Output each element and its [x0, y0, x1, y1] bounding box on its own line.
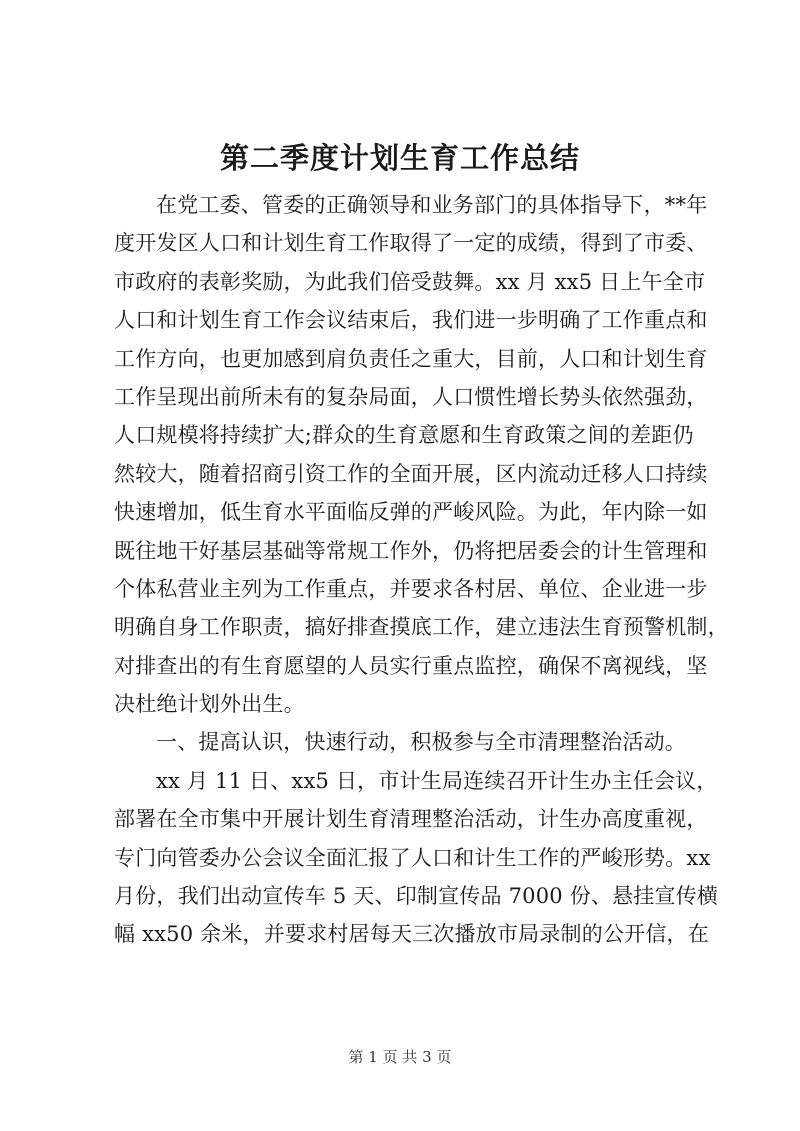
text-line: 然较大，随着招商引资工作的全面开展，区内流动迁移人口持续	[114, 461, 708, 486]
text-line: 明确自身工作职责，搞好排查摸底工作，建立违法生育预警机制，	[114, 615, 729, 640]
document-title: 第二季度计划生育工作总结	[219, 141, 580, 175]
text-line: 工作方向，也更加感到肩负责任之重大，目前，人口和计划生育	[114, 346, 708, 371]
text-line: 人口规模将持续扩大;群众的生育意愿和生育政策之间的差距仍	[114, 423, 694, 448]
page-footer: 第 1 页 共 3 页	[348, 1048, 452, 1066]
text-line: xx 月 11 日、xx5 日，市计生局连续召开计生办主任会议，	[156, 768, 718, 793]
text-line: 工作呈现出前所未有的复杂局面，人口惯性增长势头依然强劲，	[114, 384, 708, 409]
text-line: 快速增加，低生育水平面临反弹的严峻风险。为此，年内除一如	[114, 500, 708, 525]
text-line: 个体私营业主列为工作重点，并要求各村居、单位、企业进一步	[114, 576, 708, 601]
text-line: 市政府的表彰奖励，为此我们倍受鼓舞。xx 月 xx5 日上午全市	[114, 269, 706, 294]
text-line: 度开发区人口和计划生育工作取得了一定的成绩，得到了市委、	[114, 231, 708, 256]
text-line: 在党工委、管委的正确领导和业务部门的具体指导下，**年	[156, 193, 708, 217]
text-line: 部署在全市集中开展计划生育清理整治活动，计生办高度重视，	[114, 807, 708, 832]
text-line: 一、提高认识，快速行动，积极参与全市清理整治活动。	[156, 730, 686, 755]
text-line: 人口和计划生育工作会议结束后，我们进一步明确了工作重点和	[114, 308, 708, 333]
document-body	[114, 186, 729, 954]
text-line: 对排查出的有生育愿望的人员实行重点监控，确保不离视线，坚	[114, 653, 708, 678]
text-line: 月份，我们出动宣传车 5 天、印制宣传品 7000 份、悬挂宣传横	[114, 884, 719, 909]
text-line: 既往地干好基层基础等常规工作外，仍将把居委会的计生管理和	[114, 538, 708, 563]
text-line: 幅 xx50 余米，并要求村居每天三次播放市局录制的公开信，在	[114, 922, 709, 947]
text-line: 决杜绝计划外出生。	[114, 692, 305, 717]
text-line: 专门向管委办公会议全面汇报了人口和计生工作的严峻形势。xx	[114, 845, 711, 870]
